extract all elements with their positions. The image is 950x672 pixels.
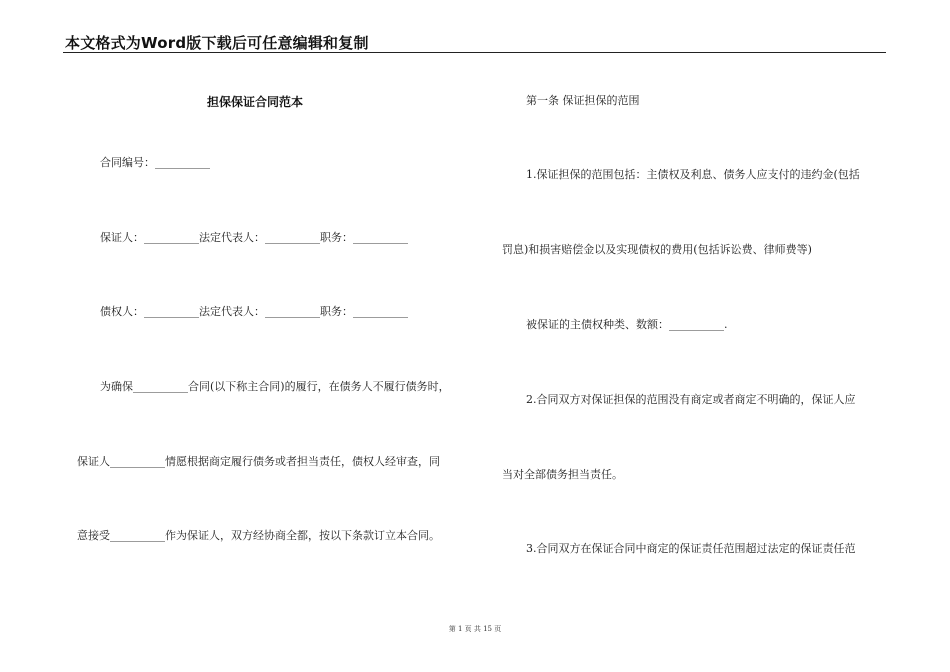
document-header-banner: 本文格式为Word版下载后可任意编辑和复制 <box>65 34 369 52</box>
article-1-clause-2-line-2: 当对全部债务担当责任。 <box>502 468 623 481</box>
preamble-line-3: 意接受__________作为保证人，双方经协商全都，按以下条款订立本合同。 <box>77 529 440 542</box>
article-1-clause-3-line-1: 3.合同双方在保证合同中商定的保证责任范围超过法定的保证责任范 <box>526 542 856 555</box>
article-1-clause-1-line-2: 罚息)和损害赔偿金以及实现债权的费用(包括诉讼费、律师费等) <box>502 243 812 256</box>
contract-number-line: 合同编号：__________ <box>100 156 210 169</box>
article-1-clause-1-line-1: 1.保证担保的范围包括：主债权及利息、债务人应支付的违约金(包括 <box>526 168 860 181</box>
page-indicator: 第 1 页 共 15 页 <box>448 625 502 633</box>
article-1-clause-2-line-1: 2.合同双方对保证担保的范围没有商定或者商定不明确的，保证人应 <box>526 393 856 406</box>
secured-debt-line: 被保证的主债权种类、数额：__________. <box>526 318 728 331</box>
preamble-line-2: 保证人__________情愿根据商定履行债务或者担当责任，债权人经审查，同 <box>77 455 440 468</box>
guarantor-line: 保证人：__________法定代表人：__________职务：__________ <box>100 231 408 244</box>
article-1-heading: 第一条 保证担保的范围 <box>526 94 640 107</box>
preamble-line-1: 为确保__________合同(以下称主合同)的履行，在债务人不履行债务时， <box>100 380 450 393</box>
contract-title: 担保保证合同范本 <box>207 95 304 109</box>
header-divider <box>63 52 886 53</box>
creditor-line: 债权人：__________法定代表人：__________职务：__________ <box>100 305 408 318</box>
